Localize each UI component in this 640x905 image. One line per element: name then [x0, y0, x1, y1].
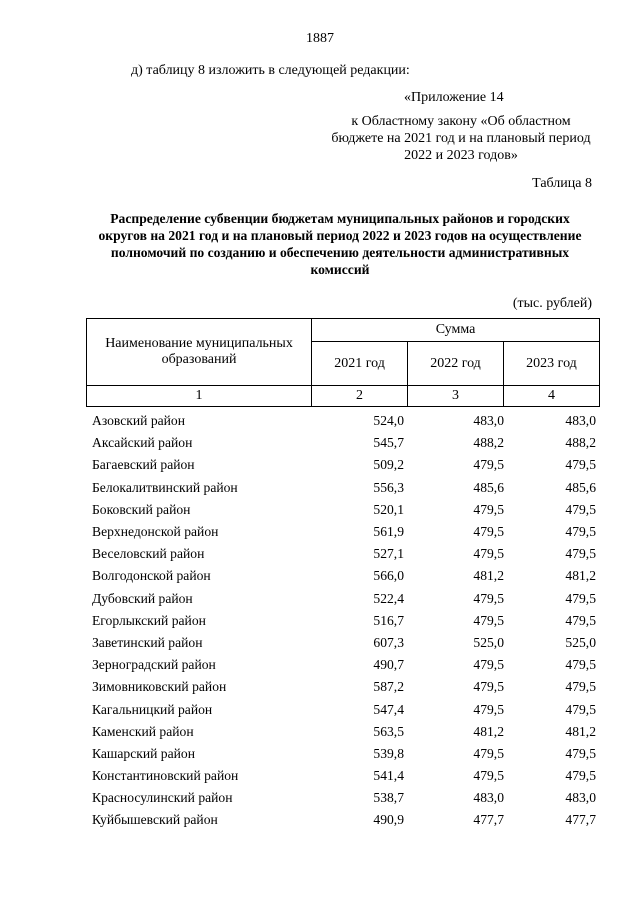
table-row: [86, 743, 600, 765]
district-name: Верхнедонской район: [92, 524, 219, 540]
district-name: Красносулинский район: [92, 790, 233, 806]
district-name: Зимовниковский район: [92, 679, 227, 695]
value-2021: 522,4: [373, 590, 404, 606]
value-2021: 509,2: [373, 457, 404, 473]
value-2022: 525,0: [473, 634, 504, 650]
value-2021: 538,7: [373, 790, 404, 806]
value-2023: 488,2: [565, 435, 596, 451]
value-2021: 516,7: [373, 612, 404, 628]
district-name: Куйбышевский район: [92, 812, 218, 828]
value-2023: 479,5: [565, 745, 596, 761]
law-reference: к Областному закону «Об областном бюджете на 2021 год и на плановый период 2022 и 2023 годов»: [331, 114, 591, 163]
value-2022: 485,6: [473, 479, 504, 495]
value-2021: 490,7: [373, 657, 404, 673]
table-row: [86, 765, 600, 787]
value-2021: 561,9: [373, 524, 404, 540]
value-2023: 525,0: [565, 634, 596, 650]
value-2022: 479,5: [473, 457, 504, 473]
value-2023: 479,5: [565, 679, 596, 695]
value-2023: 479,5: [565, 701, 596, 717]
value-2021: 566,0: [373, 568, 404, 584]
value-2021: 539,8: [373, 745, 404, 761]
value-2023: 481,2: [565, 723, 596, 739]
value-2022: 488,2: [473, 435, 504, 451]
value-2023: 479,5: [565, 546, 596, 562]
column-number: 1: [87, 386, 312, 407]
table-row: [86, 477, 600, 499]
value-2022: 479,5: [473, 524, 504, 540]
value-2023: 481,2: [565, 568, 596, 584]
table-row: [86, 676, 600, 698]
value-2022: 479,5: [473, 745, 504, 761]
table-row: [86, 610, 600, 632]
value-2023: 479,5: [565, 657, 596, 673]
value-2022: 481,2: [473, 723, 504, 739]
value-2021: 520,1: [373, 501, 404, 517]
table-row: [86, 499, 600, 521]
district-name: Багаевский район: [92, 457, 195, 473]
header-year-2021: 2021 год: [312, 342, 408, 386]
header-sum: Сумма: [312, 319, 600, 342]
value-2023: 477,7: [565, 812, 596, 828]
value-2022: 479,5: [473, 679, 504, 695]
page-number: 1887: [306, 31, 334, 46]
value-2021: 545,7: [373, 435, 404, 451]
value-2023: 485,6: [565, 479, 596, 495]
value-2022: 477,7: [473, 812, 504, 828]
value-2022: 479,5: [473, 768, 504, 784]
table-row: [86, 588, 600, 610]
table-header: [86, 318, 600, 407]
district-name: Каменский район: [92, 723, 194, 739]
value-2021: 607,3: [373, 634, 404, 650]
district-name: Аксайский район: [92, 435, 193, 451]
district-name: Белокалитвинский район: [92, 479, 238, 495]
district-name: Дубовский район: [92, 590, 193, 606]
table-row: [86, 543, 600, 565]
table-row: [86, 410, 600, 432]
column-number: 4: [503, 386, 599, 407]
header-year-2022: 2022 год: [408, 342, 504, 386]
value-2021: 547,4: [373, 701, 404, 717]
table-row: [86, 565, 600, 587]
value-2022: 479,5: [473, 657, 504, 673]
value-2022: 479,5: [473, 612, 504, 628]
appendix-heading: «Приложение 14: [404, 90, 504, 105]
value-2023: 479,5: [565, 457, 596, 473]
district-name: Зерноградский район: [92, 657, 216, 673]
district-name: Волгодонской район: [92, 568, 211, 584]
value-2023: 479,5: [565, 768, 596, 784]
header-name: Наименование муниципальных образований: [87, 319, 312, 386]
value-2021: 541,4: [373, 768, 404, 784]
table-row: [86, 654, 600, 676]
value-2021: 587,2: [373, 679, 404, 695]
value-2022: 479,5: [473, 590, 504, 606]
table-row: [86, 809, 600, 831]
column-number: 3: [408, 386, 504, 407]
table-row: [86, 721, 600, 743]
value-2023: 483,0: [565, 413, 596, 429]
table-label: Таблица 8: [532, 176, 592, 191]
district-name: Заветинский район: [92, 634, 203, 650]
value-2022: 483,0: [473, 413, 504, 429]
district-name: Егорлыкский район: [92, 612, 206, 628]
value-2022: 479,5: [473, 546, 504, 562]
table-row: [86, 432, 600, 454]
value-2021: 490,9: [373, 812, 404, 828]
district-name: Боковский район: [92, 501, 191, 517]
table-row: [86, 454, 600, 476]
value-2023: 479,5: [565, 612, 596, 628]
table-row: [86, 632, 600, 654]
amendment-instruction: д) таблицу 8 изложить в следующей редакции:: [131, 63, 410, 78]
value-2023: 479,5: [565, 501, 596, 517]
unit-label: (тыс. рублей): [512, 296, 592, 311]
table-body: [86, 410, 600, 832]
table-row: [86, 787, 600, 809]
value-2022: 479,5: [473, 701, 504, 717]
district-name: Константиновский район: [92, 768, 239, 784]
district-name: Кагальницкий район: [92, 701, 213, 717]
value-2022: 481,2: [473, 568, 504, 584]
table-row: [86, 521, 600, 543]
value-2022: 483,0: [473, 790, 504, 806]
value-2021: 527,1: [373, 546, 404, 562]
district-name: Веселовский район: [92, 546, 205, 562]
table-title: Распределение субвенции бюджетам муниципальных районов и городских округов на 2021 год и на плановый период 2022 и 2023 годов на осуществление полномочий по созданию и обеспечению деятельности административных комиссий: [98, 211, 582, 277]
value-2023: 483,0: [565, 790, 596, 806]
value-2021: 563,5: [373, 723, 404, 739]
value-2021: 556,3: [373, 479, 404, 495]
value-2023: 479,5: [565, 590, 596, 606]
district-name: Азовский район: [92, 413, 186, 429]
table-row: [86, 698, 600, 720]
header-year-2023: 2023 год: [503, 342, 599, 386]
column-number: 2: [312, 386, 408, 407]
value-2021: 524,0: [373, 413, 404, 429]
value-2023: 479,5: [565, 524, 596, 540]
district-name: Кашарский район: [92, 745, 195, 761]
value-2022: 479,5: [473, 501, 504, 517]
